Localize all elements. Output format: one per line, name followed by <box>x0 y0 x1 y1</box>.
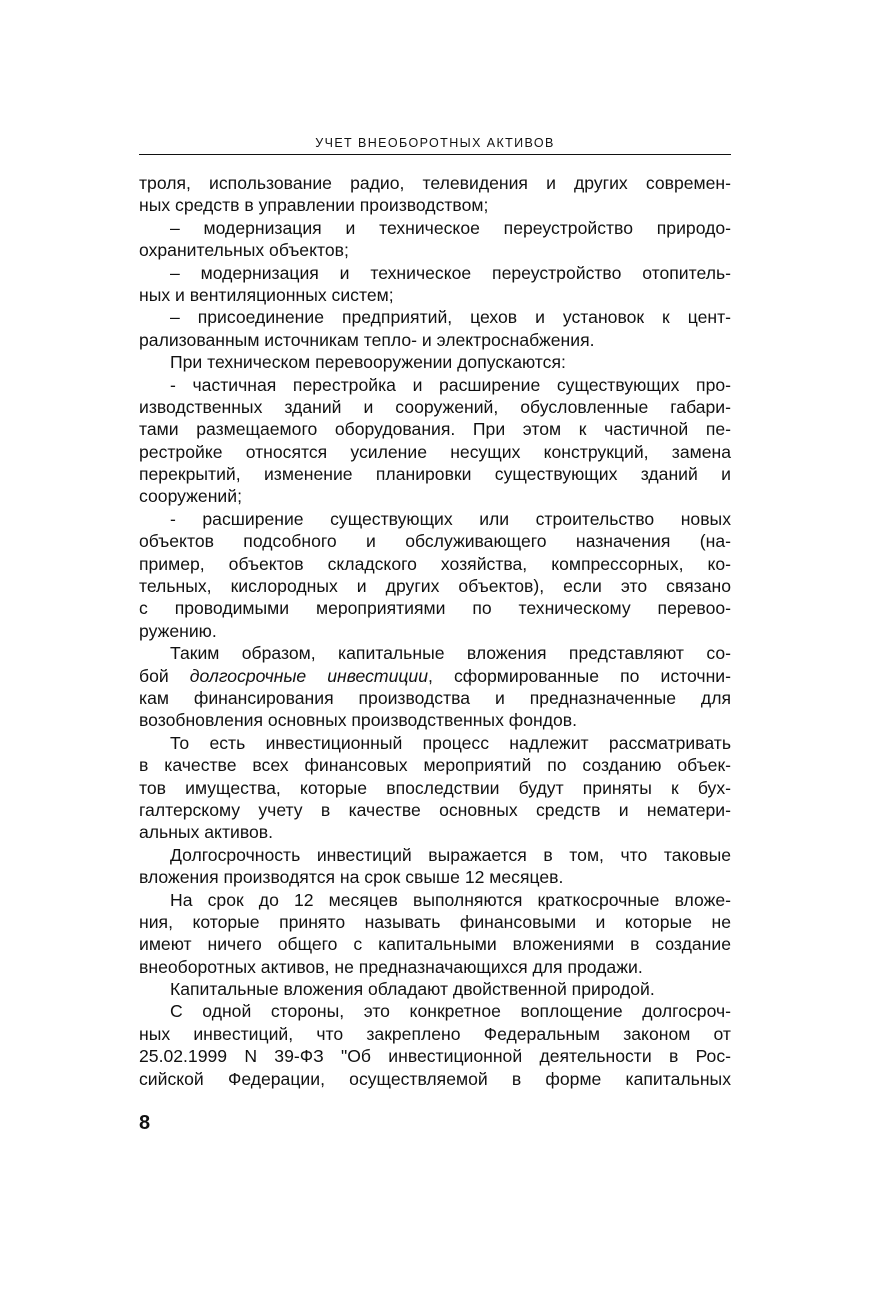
text-line: возобновления основных производственных фондов. <box>139 710 578 731</box>
text-line: тельных, кислородных и других объектов), если это связано <box>139 576 731 597</box>
text-line: Капитальные вложения обладают двойственной природой. <box>170 979 655 1000</box>
body-text <box>139 172 731 1090</box>
text-line: – модернизация и техническое переустройство природо- <box>170 217 731 238</box>
text-line: вложения производятся на срок свыше 12 месяцев. <box>139 867 564 888</box>
text-line: При техническом перевооружении допускаются: <box>170 352 566 373</box>
text-line-mixed <box>139 665 731 687</box>
text-line: ния, которые принято называть финансовыми и которые не <box>139 911 731 932</box>
text-line: сийской Федерации, осуществляемой в форме капитальных <box>139 1068 731 1089</box>
emphasis-term: долгосрочные инвестиции <box>189 665 428 686</box>
text-line: внеоборотных активов, не предназначающихся для продажи. <box>139 956 643 977</box>
text-line: тами размещаемого оборудования. При этом к частичной пе- <box>139 419 731 440</box>
text-line: – присоединение предприятий, цехов и установок к цент- <box>170 307 731 328</box>
text-run: бой <box>139 665 169 686</box>
text-line: - частичная перестройка и расширение существующих про- <box>170 374 731 395</box>
text-line: пример, объектов складского хозяйства, компрессорных, ко- <box>139 553 731 574</box>
text-line: изводственных зданий и сооружений, обусловленные габари- <box>139 396 731 417</box>
text-line: На срок до 12 месяцев выполняются краткосрочные вложе- <box>170 889 731 910</box>
text-line: в качестве всех финансовых мероприятий по созданию объек- <box>139 755 731 776</box>
text-line: троля, использование радио, телевидения и других современ- <box>139 173 731 193</box>
text-line: рестройке относятся усиление несущих конструкций, замена <box>139 441 731 462</box>
text-line: кам финансирования производства и предназначенные для <box>139 687 731 708</box>
page-number: 8 <box>139 1112 151 1134</box>
running-header: УЧЕТ ВНЕОБОРОТНЫХ АКТИВОВ <box>315 136 555 150</box>
text-line: галтерскому учету в качестве основных средств и нематери- <box>139 799 731 820</box>
text-line: ных средств в управлении производством; <box>139 195 489 216</box>
text-line: – модернизация и техническое переустройство отопитель- <box>170 262 731 283</box>
text-line: - расширение существующих или строительство новых <box>170 508 731 529</box>
text-line: имеют ничего общего с капитальными вложениями в создание <box>139 934 731 955</box>
text-line: перекрытий, изменение планировки существующих зданий и <box>139 464 731 485</box>
text-line: ружению. <box>139 620 217 641</box>
text-line: Таким образом, капитальные вложения представляют со- <box>170 643 731 664</box>
text-line: рализованным источникам тепло- и электроснабжения. <box>139 329 595 350</box>
text-line: ных инвестиций, что закреплено Федеральным законом от <box>139 1023 731 1044</box>
text-line: объектов подсобного и обслуживающего назначения (на- <box>139 531 731 552</box>
text-line: тов имущества, которые впоследствии будут приняты к бух- <box>139 777 731 798</box>
text-line: Долгосрочность инвестиций выражается в том, что таковые <box>170 844 731 865</box>
text-line: с проводимыми мероприятиями по техническому перевоо- <box>139 598 731 619</box>
header-rule <box>139 154 731 155</box>
text-line: охранительных объектов; <box>139 240 349 261</box>
text-line: сооружений; <box>139 486 242 507</box>
text-line: альных активов. <box>139 822 273 843</box>
text-line: С одной стороны, это конкретное воплощение долгосроч- <box>170 1001 731 1022</box>
text-line: 25.02.1999 N 39-ФЗ "Об инвестиционной деятельности в Рос- <box>139 1046 731 1067</box>
text-line: ных и вентиляционных систем; <box>139 284 394 305</box>
text-run: , сформированные по источни- <box>427 665 731 686</box>
text-line: То есть инвестиционный процесс надлежит рассматривать <box>170 732 731 753</box>
